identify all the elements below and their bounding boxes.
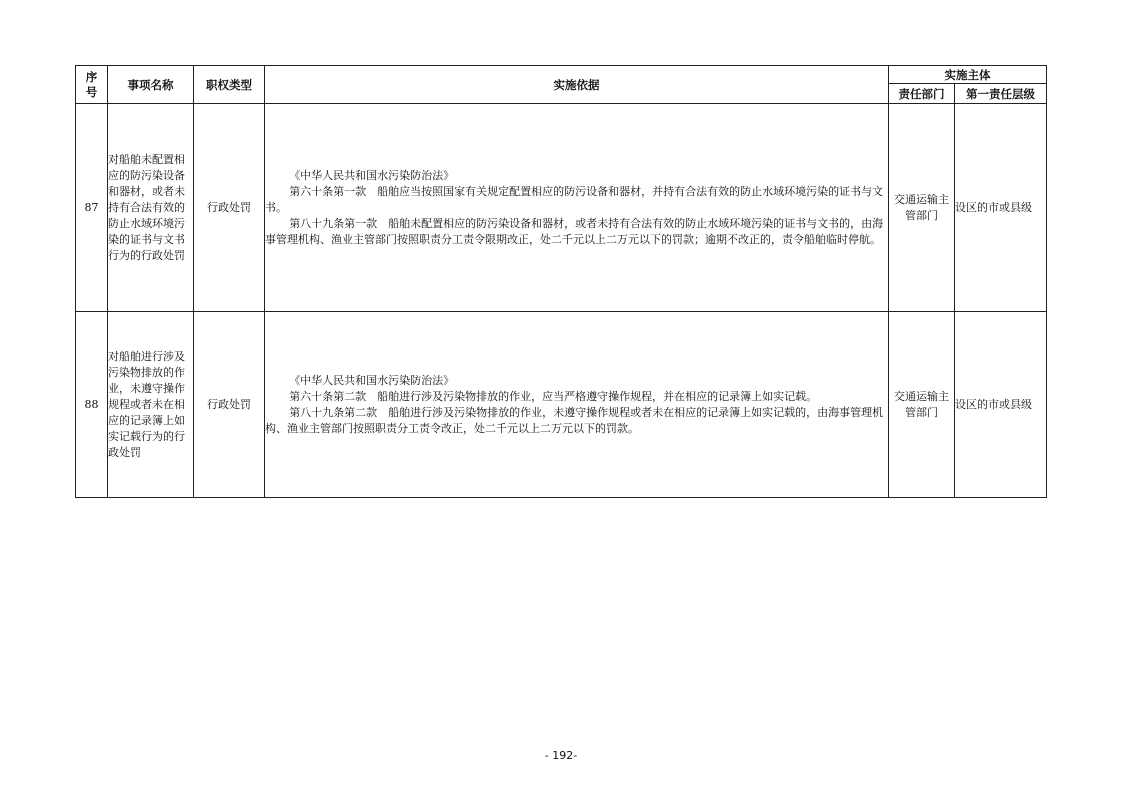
header-basis: 实施依据 xyxy=(265,66,889,104)
header-implementing-subject: 实施主体 xyxy=(889,66,1047,84)
basis-clause: 第六十条第一款 船舶应当按照国家有关规定配置相应的防污设备和器材，并持有合法有效的防止水域环境污染的证书与文书。 xyxy=(265,184,884,214)
row-basis xyxy=(265,104,889,312)
row-item-name: 对船舶进行涉及污染物排放的作业，未遵守操作规程或者未在相应的记录簿上如实记载行为的行政处罚 xyxy=(108,312,194,498)
table-header-row xyxy=(76,66,1047,84)
basis-clause: 第八十九条第一款 船舶未配置相应的防污染设备和器材，或者未持有合法有效的防止水域环境污染的证书与文书的，由海事管理机构、渔业主管部门按照职责分工责令限期改正，处二千元以上二万元以下的罚款；逾期不改正的，责令船舶临时停航。 xyxy=(265,216,884,246)
page-number: - 192- xyxy=(544,749,578,762)
row-authority-type: 行政处罚 xyxy=(194,312,265,498)
row-authority-type: 行政处罚 xyxy=(194,104,265,312)
header-seq-label: 序 号 xyxy=(85,69,98,99)
basis-law-title: 《中华人民共和国水污染防治法》 xyxy=(289,168,455,182)
header-item-name: 事项名称 xyxy=(108,66,194,104)
row-item-name: 对船舶未配置相应的防污染设备和器材，或者未持有合法有效的防止水域环境污染的证书与文书行为的行政处罚 xyxy=(108,104,194,312)
authority-table xyxy=(75,65,1047,498)
row-basis xyxy=(265,312,889,498)
header-seq xyxy=(76,66,108,104)
basis-law-title: 《中华人民共和国水污染防治法》 xyxy=(289,373,455,387)
table-row xyxy=(76,312,1047,498)
header-authority-type: 职权类型 xyxy=(194,66,265,104)
basis-clause: 第八十九条第二款 船舶进行涉及污染物排放的作业，未遵守操作规程或者未在相应的记录簿上如实记载的，由海事管理机构、渔业主管部门按照职责分工责令改正，处二千元以上二万元以下的罚款。 xyxy=(265,405,884,435)
row-responsible-dept: 交通运输主管部门 xyxy=(889,104,955,312)
header-responsible-dept: 责任部门 xyxy=(889,84,955,104)
header-first-level: 第一责任层级 xyxy=(955,84,1047,104)
row-first-level: 设区的市或县级 xyxy=(955,104,1047,312)
row-responsible-dept: 交通运输主管部门 xyxy=(889,312,955,498)
table-row xyxy=(76,104,1047,312)
row-seq: 87 xyxy=(76,104,108,312)
row-seq: 88 xyxy=(76,312,108,498)
row-first-level: 设区的市或县级 xyxy=(955,312,1047,498)
basis-clause: 第六十条第二款 船舶进行涉及污染物排放的作业，应当严格遵守操作规程，并在相应的记录簿上如实记载。 xyxy=(289,389,818,403)
